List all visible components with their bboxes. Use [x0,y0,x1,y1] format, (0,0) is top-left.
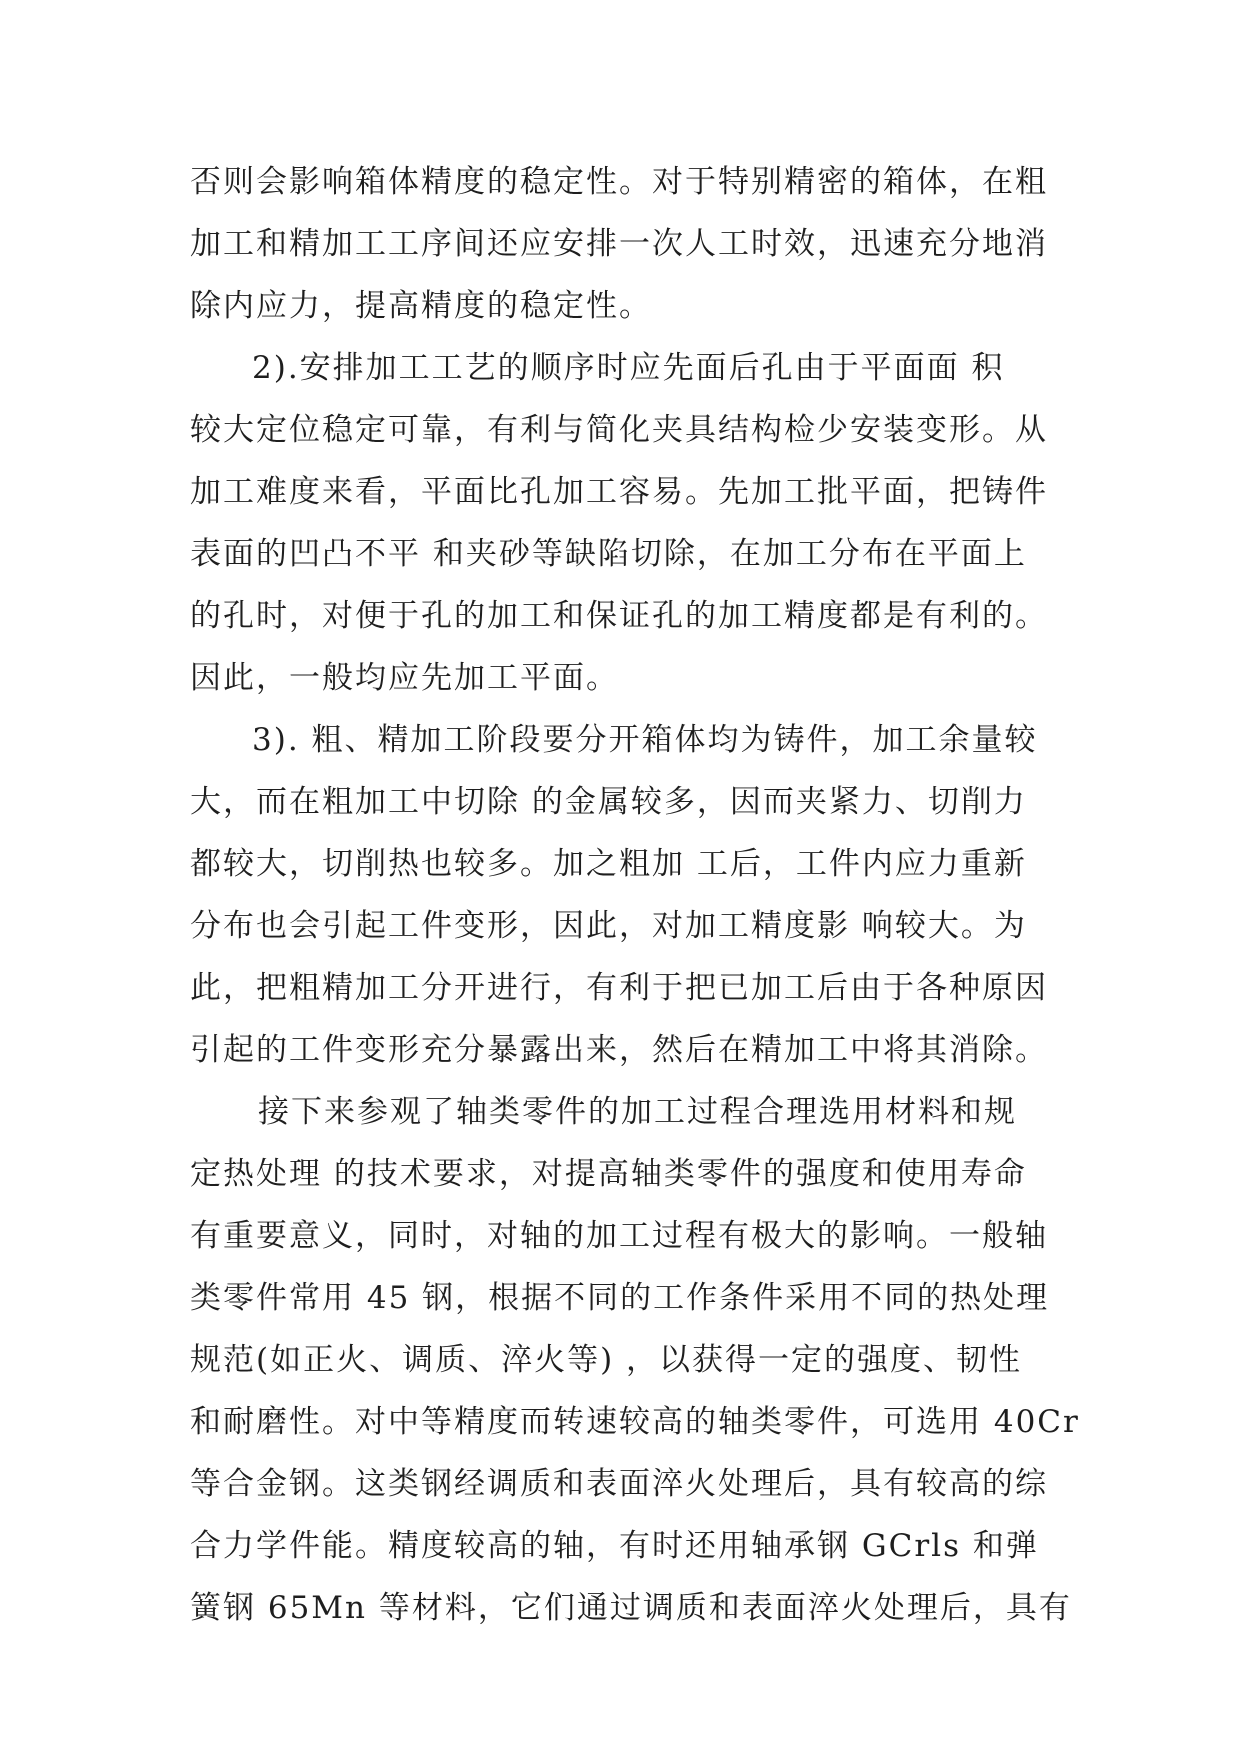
text-line: 较大定位稳定可靠，有利与简化夹具结构检少安装变形。从 [190,412,1048,448]
text-line: 大，而在粗加工中切除 的金属较多，因而夹紧力、切削力 [190,784,1027,820]
text-line: 有重要意义，同时，对轴的加工过程有极大的影响。一般轴 [190,1218,1048,1254]
text-line: 此，把粗精加工分开进行，有利于把已加工后由于各种原因 [190,970,1048,1006]
text-line: 2).安排加工工艺的顺序时应先面后孔由于平面面 积 [252,350,1005,386]
text-line: 都较大，切削热也较多。加之粗加 工后，工件内应力重新 [190,846,1027,882]
text-line: 分布也会引起工件变形，因此，对加工精度影 响较大。为 [190,908,1027,944]
text-line: 的孔时，对便于孔的加工和保证孔的加工精度都是有利的。 [190,598,1048,634]
text-line: 因此，一般均应先加工平面。 [190,660,619,696]
text-line: 接下来参观了轴类零件的加工过程合理选用材料和规 [258,1094,1017,1130]
text-line: 除内应力，提高精度的稳定性。 [190,288,652,324]
text-line: 合力学件能。精度较高的轴，有时还用轴承钢 GCrls 和弹 [190,1528,1039,1564]
text-line: 引起的工件变形充分暴露出来，然后在精加工中将其消除。 [190,1032,1048,1068]
text-line: 3). 粗、精加工阶段要分开箱体均为铸件，加工余量较 [252,722,1038,758]
text-line: 加工难度来看，平面比孔加工容易。先加工批平面，把铸件 [190,474,1048,510]
text-line: 和耐磨性。对中等精度而转速较高的轴类零件，可选用 40Cr [190,1404,1080,1440]
text-line: 簧钢 65Mn 等材料，它们通过调质和表面淬火处理后，具有 [190,1590,1072,1626]
text-line: 否则会影响箱体精度的稳定性。对于特别精密的箱体，在粗 [190,164,1048,200]
text-line: 类零件常用 45 钢，根据不同的工作条件采用不同的热处理 [190,1280,1050,1316]
text-line: 表面的凹凸不平 和夹砂等缺陷切除，在加工分布在平面上 [190,536,1027,572]
text-line: 规范(如正火、调质、淬火等) ，以获得一定的强度、韧性 [190,1342,1023,1378]
text-line: 等合金钢。这类钢经调质和表面淬火处理后，具有较高的综 [190,1466,1048,1502]
text-line: 定热处理 的技术要求，对提高轴类零件的强度和使用寿命 [190,1156,1027,1192]
text-line: 加工和精加工工序间还应安排一次人工时效，迅速充分地消 [190,226,1048,262]
